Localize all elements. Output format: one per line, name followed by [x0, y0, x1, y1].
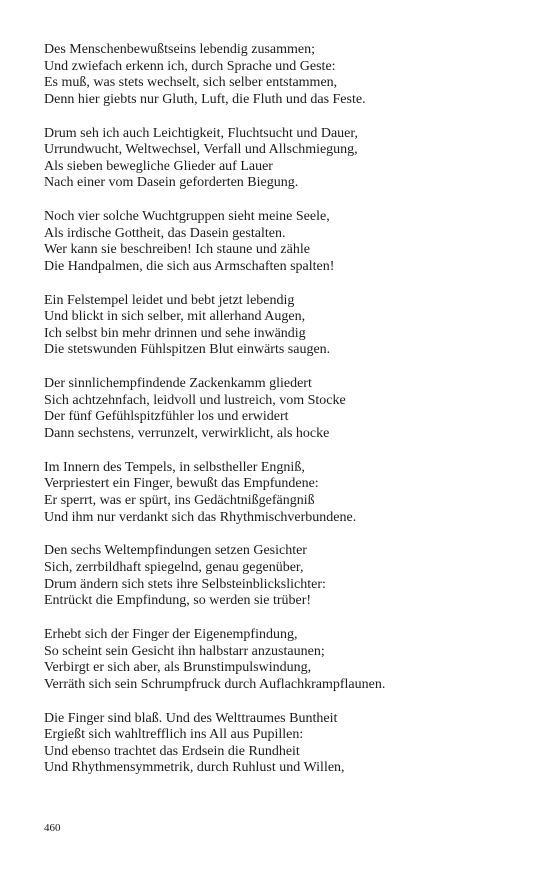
stanza-9 [44, 711, 534, 777]
poem-line: So scheint sein Gesicht ihn halbstarr anzustaunen; [44, 643, 325, 659]
poem-line: Dann sechstens, verrunzelt, verwirklicht, als hocke [44, 426, 330, 442]
poem-line: Des Menschenbewußtseins lebendig zusammen; [44, 42, 315, 57]
poem-line: Es muß, was stets wechselt, sich selber entstammen, [44, 75, 338, 91]
poem-line: Die stetswunden Fühlspitzen Blut einwärts saugen. [44, 342, 331, 358]
poem-line: Und zwiefach erkenn ich, durch Sprache und Geste: [44, 58, 336, 74]
poem-line: Nach einer vom Dasein geforderten Biegung. [44, 175, 299, 191]
poem-line: Verräth sich sein Schrumpfruck durch Auflachkrampflaunen. [44, 676, 386, 692]
poem-line: Die Handpalmen, die sich aus Armschaften spalten! [44, 258, 335, 274]
poem-line: Noch vier solche Wuchtgruppen sieht meine Seele, [44, 209, 330, 225]
stanza-6 [44, 460, 534, 526]
poem-line: Verbirgt er sich aber, als Brunstimpulswindung, [44, 660, 312, 676]
stanza-8 [44, 627, 534, 693]
poem-line: Drum seh ich auch Leichtigkeit, Fluchtsucht und Dauer, [44, 125, 358, 141]
poem-line: Und ihm nur verdankt sich das Rhythmischverbundene. [44, 509, 357, 525]
poem-line: Erhebt sich der Finger der Eigenempfindung, [44, 626, 298, 642]
stanza-3 [44, 209, 534, 275]
poem-line: Im Innern des Tempels, in selbstheller Engniß, [44, 459, 305, 475]
poem-line: Sich achtzehnfach, leidvoll und lustreich, vom Stocke [44, 392, 346, 408]
page-number: 460 [44, 822, 61, 834]
poem-line: Ich selbst bin mehr drinnen und sehe inwändig [44, 325, 306, 341]
poem-line: Sich, zerrbildhaft spiegelnd, genau gegenüber, [44, 559, 304, 575]
poem-line: Denn hier giebts nur Gluth, Luft, die Fluth und das Feste. [44, 91, 366, 107]
poem-line: Urrundwucht, Weltwechsel, Verfall und Allschmiegung, [44, 142, 358, 158]
poem-line: Entrückt die Empfindung, so werden sie trüber! [44, 593, 312, 609]
poem-line: Der fünf Gefühlspitzfühler los und erwidert [44, 409, 289, 425]
poem-line: Wer kann sie beschreiben! Ich staune und zähle [44, 242, 310, 258]
poem-line: Den sechs Weltempfindungen setzen Gesichter [44, 543, 307, 559]
poem-line: Und ebenso trachtet das Erdsein die Rundheit [44, 743, 300, 759]
poem-line: Die Finger sind blaß. Und des Welttraumes Buntheit [44, 710, 338, 726]
poem-line: Drum ändern sich stets ihre Selbsteinblickslichter: [44, 576, 326, 592]
stanza-5 [44, 376, 534, 442]
poem-line: Der sinnlichempfindende Zackenkamm gliedert [44, 376, 312, 392]
stanza-2 [44, 126, 534, 192]
poem-line: Als sieben bewegliche Glieder auf Lauer [44, 158, 273, 174]
poem-line: Verpriestert ein Finger, bewußt das Empfundene: [44, 476, 319, 492]
poem-line: Als irdische Gottheit, das Dasein gestalten. [44, 225, 286, 241]
poem-line: Ergießt sich wahltrefflich ins All aus Pupillen: [44, 727, 304, 743]
poem-text [44, 42, 534, 794]
stanza-4 [44, 293, 534, 359]
stanza-1 [44, 42, 534, 108]
poem-line: Er sperrt, was er spürt, ins Gedächtnißgefängniß [44, 493, 315, 508]
stanza-7 [44, 543, 534, 609]
poem-line: Und blickt in sich selber, mit allerhand Augen, [44, 309, 306, 325]
poem-line: Und Rhythmensymmetrik, durch Ruhlust und Willen, [44, 760, 345, 776]
poem-line: Ein Felstempel leidet und bebt jetzt lebendig [44, 292, 295, 308]
